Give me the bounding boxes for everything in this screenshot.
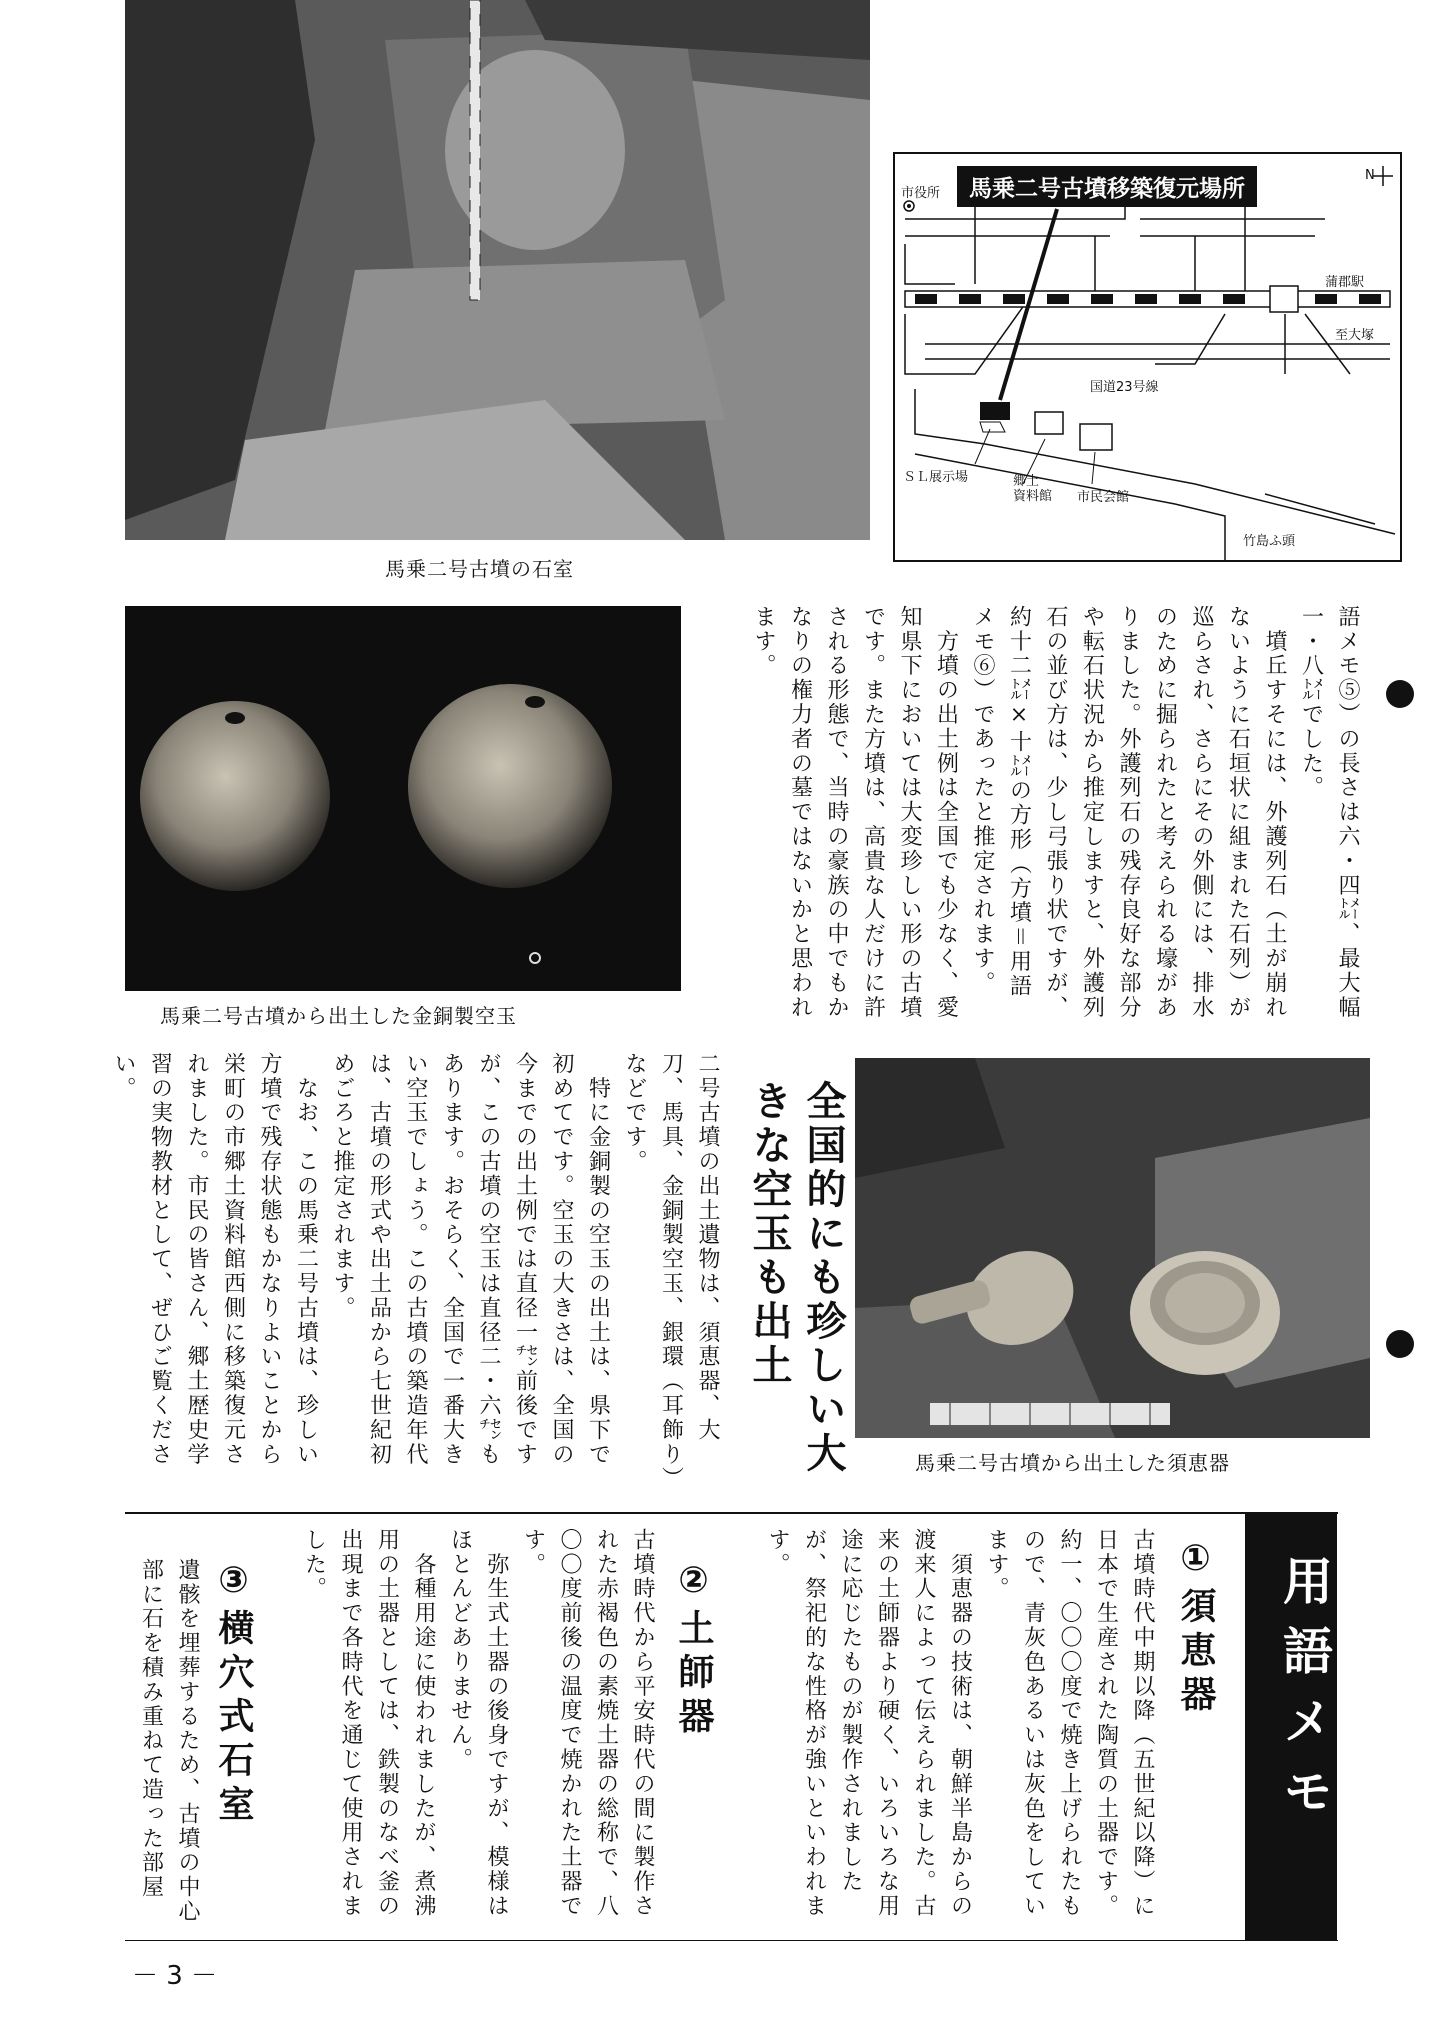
map-title: 馬乗二号古墳移築復元場所 bbox=[957, 166, 1257, 207]
memo-item3-text: 遺骸を埋葬するため、古墳の中心部に石を積み重ねて造った部屋 bbox=[138, 1558, 200, 1924]
memo-item3-heading: ③横穴式石室 bbox=[213, 1560, 254, 1829]
map-pier: 竹島ふ頭 bbox=[1243, 534, 1296, 549]
stone-chamber-caption: 馬乗二号古墳の石室 bbox=[385, 557, 574, 581]
sue-pottery-caption: 馬乗二号古墳から出土した須恵器 bbox=[915, 1451, 1230, 1475]
memo-item1-text: 古墳時代中期以降（五世紀以降）に日本で生産された陶質の土器です。約一、〇〇〇度で焼き上げられたもので、青灰色あるいは灰色をしています。 須恵器の技術は、朝鮮半島からの渡来人によって伝えられました。古来の土師器より硬く、いろいろな用途に応じたものが製作されましたが、祭祀的な性格が強いといわれます。 bbox=[765, 1528, 1155, 1919]
map-to-otsuka: 至大塚 bbox=[1335, 328, 1375, 343]
map-city-hall: 市役所 bbox=[901, 186, 941, 201]
article-middle-text: 二号古墳の出土遺物は、須恵器、大刀、馬具、金銅製空玉、銀環（耳飾り）などです。 特に金銅製の空玉の出土は、県下で初めてです。空玉の大きさは、全国の今までの出土例では直径一㌢前後ですが、この古墳の空玉は直径二・六㌢もあります。おそらく、全国で一番大きい空玉でしょう。この古墳の築造年代は、古墳の形式や出土品から七世紀初めごろと推定されます。 なお、この馬乗二号古墳は、珍しい方墳で残存状態もかなりよいことから栄町の市郷土資料館西側に移築復元されました。市民の皆さん、郷土歴史学習の実物教材として、ぜひご覧ください。 bbox=[111, 1052, 720, 1481]
map-civic-hall: 市民会館 bbox=[1077, 490, 1130, 505]
memo-item2-heading: ②土師器 bbox=[673, 1560, 714, 1741]
page-number: － 3 － bbox=[132, 1961, 218, 1991]
memo-title: 用語メモ bbox=[1275, 1555, 1333, 1835]
sue-pottery-photo bbox=[855, 1058, 1370, 1438]
margin-bullet-lower bbox=[1386, 1330, 1414, 1358]
gilt-beads-caption: 馬乗二号古墳から出土した金銅製空玉 bbox=[160, 1004, 517, 1028]
map-local-museum: 郷土 資料館 bbox=[1013, 474, 1053, 504]
article-headline: 全国的にも珍しい大きな空玉も出土 bbox=[746, 1080, 847, 1476]
margin-bullet-upper bbox=[1386, 680, 1414, 708]
map-north-label: N bbox=[1365, 168, 1375, 183]
map-roads bbox=[895, 154, 1400, 560]
memo-bottom-rule bbox=[125, 1940, 1338, 1941]
relocation-map bbox=[893, 152, 1402, 562]
map-sl-display: ＳＬ展示場 bbox=[903, 470, 969, 485]
gilt-beads-photo bbox=[125, 606, 681, 991]
map-station: 蒲郡駅 bbox=[1325, 275, 1365, 290]
memo-top-rule bbox=[125, 1512, 1338, 1514]
map-route-23: 国道23号線 bbox=[1090, 380, 1159, 395]
article-upper-text: 語メモ⑤）の長さは六・四㍍、最大幅一・八㍍でした。 墳丘すそには、外護列石（土が崩れないように石垣状に組まれた石列）が巡らされ、さらにその外側には、排水のために掘られたと考えられる壕がありました。外護列石の残存良好な部分や転石状況から推定しますと、外護列石の並び方は、少し弓張り状ですが、約十二㍍×十㍍の方形（方墳＝用語メモ⑥）であったと推定されます。 方墳の出土例は全国でも少なく、愛知県下においては大変珍しい形の古墳です。また方墳は、高貴な人だけに許される形態で、当時の豪族の中でもかなりの権力者の墓ではないかと思われます。 bbox=[751, 605, 1360, 1020]
memo-item2-text: 古墳時代から平安時代の間に製作された赤褐色の素焼土器の総称で、八〇〇度前後の温度で焼かれた土器です。 弥生式土器の後身ですが、模様はほとんどありません。 各種用途に使われましたが、煮沸用の土器としては、鉄製のなべ釜の出現まで各時代を通じて使用されました。 bbox=[301, 1528, 655, 1919]
stone-chamber-photo bbox=[125, 0, 870, 540]
memo-item1-heading: ①須恵器 bbox=[1175, 1538, 1216, 1719]
